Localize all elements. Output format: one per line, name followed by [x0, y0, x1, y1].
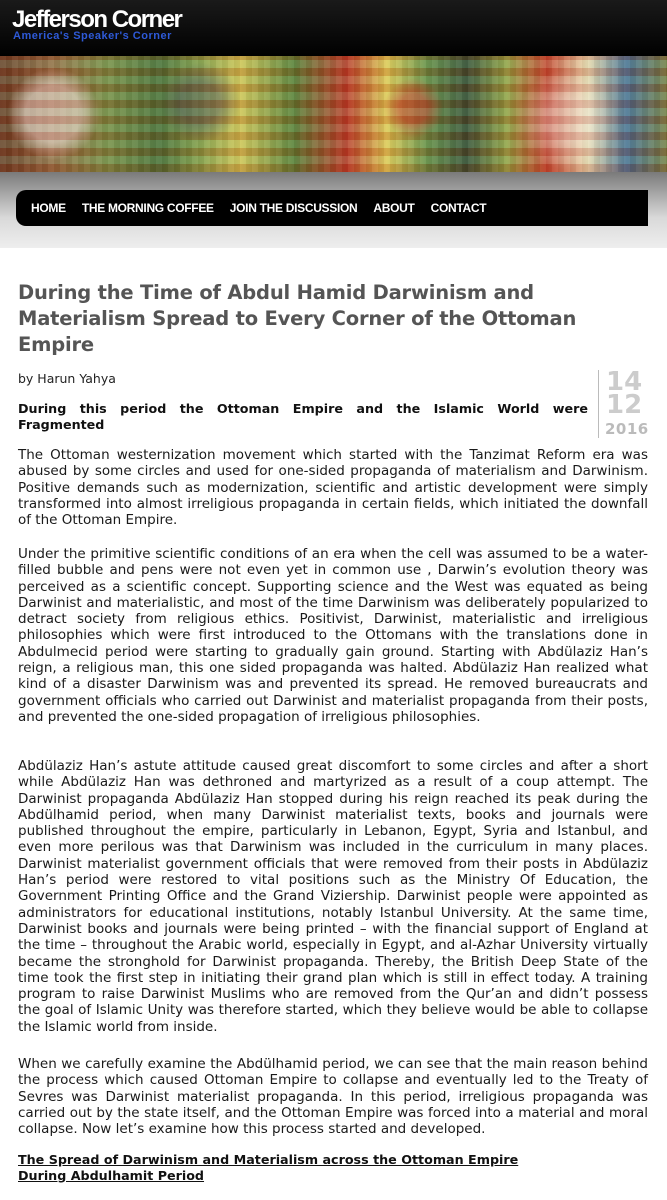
nav-join-the-discussion[interactable]: JOIN THE DISCUSSION [229, 201, 358, 215]
date-badge [598, 367, 649, 438]
nav-the-morning-coffee[interactable]: THE MORNING COFFEE [81, 201, 214, 215]
header-banner-image [0, 56, 667, 172]
date-month: 12 [606, 390, 643, 420]
site-header [0, 0, 667, 56]
site-title[interactable]: Jefferson Corner [12, 6, 182, 33]
date-year: 2016 [605, 420, 649, 438]
nav-home[interactable]: HOME [31, 201, 66, 215]
article-paragraph: When we carefully examine the Abdülhamid period, we can see that the main reason behind the process which caused Ottoman Empire to collapse and eventually led to the Treaty of Sevres was Darwinist materialist propaganda. In this period, irreligious propaganda was carried out by the state itself, and the Ottoman Empire was forced into a material and moral collapse. Now let’s examine how this process started and developed. [18, 1056, 648, 1138]
article-paragraph: Under the primitive scientific conditions of an era when the cell was assumed to be a water-filled bubble and pens were not even yet in common use , Darwin’s evolution theory was perceived as a scientific concept. Supporting science and the West was equated as being Darwinist and materialistic, and most of the time Darwinism was deliberately popularized to detract society from religious ethics. Positivist, Darwinist, materialistic and irreligious philosophies which were first introduced to the Ottomans with the translations done in Abdulmecid period were starting to gradually gain ground. Starting with Abdülaziz Han’s reign, a religious man, this one sided propaganda was halted. Abdülaziz Han realized what kind of a disaster Darwinism was and prevented its spread. He removed bureaucrats and government officials who carried out Darwinist and materialist propaganda from their posts, and prevented the one-sided propagation of irreligious philosophies. [18, 546, 648, 725]
main-navigation [16, 190, 648, 226]
article-paragraph: The Ottoman westernization movement which started with the Tanzimat Reform era was abused by some circles and used for one-sided propaganda of materialism and Darwinism. Positive demands such as modernization, scientific and artistic development were simply transformed into almost irreligious propaganda in certain fields, which initiated the downfall of the Ottoman Empire. [18, 447, 648, 529]
article-byline: by Harun Yahya [18, 371, 116, 386]
nav-contact[interactable]: CONTACT [430, 201, 487, 215]
section-heading-line-2: During Abdulhamit Period [18, 1168, 205, 1183]
article-paragraph: Abdülaziz Han’s astute attitude caused great discomfort to some circles and after a short while Abdülaziz Han was dethroned and martyrized as a result of a coup attempt. The Darwinist propaganda Abdülaziz Han stopped during his reign reached its peak during the Abdülhamid period, when many Darwinist materialist texts, books and journals were published throughout the empire, particularly in Lebanon, Egypt, Syria and Istanbul, and even more perilous was that Darwinism was included in the curriculum in many places. Darwinist materialist government officials that were removed from their posts in Abdülaziz Han’s period were restored to vital positions such as the Ministry Of Education, the Government Printing Office and the Grand Viziership. Darwinist people were appointed as administrators for educational institutions, notably Istanbul University. At the same time, Darwinist books and journals were being printed – with the financial support of England at the time – throughout the Arabic world, especially in Egypt, and al-Azhar University virtually became the stronghold for Darwinist propaganda. Thereby, the British Deep State of the time took the first step in initiating their grand plan which is still in effect today. A training program to raise Darwinist Muslims who are removed from the Qur’an and didn’t possess the goal of Islamic Unity was therefore started, which they believe would be able to collapse the Islamic world from inside. [18, 758, 648, 1035]
article-subheading: During this period the Ottoman Empire and the Islamic World were Fragmented [18, 401, 588, 432]
banner-collage [0, 56, 667, 172]
article-title: During the Time of Abdul Hamid Darwinism and Materialism Spread to Every Corner of the Ottoman Empire [18, 281, 577, 356]
nav-about[interactable]: ABOUT [373, 201, 415, 215]
section-heading-line-1: The Spread of Darwinism and Materialism across the Ottoman Empire [18, 1152, 519, 1167]
section-heading [18, 1152, 578, 1184]
site-tagline: America's Speaker's Corner [13, 30, 172, 42]
date-day: 14 [606, 367, 643, 397]
